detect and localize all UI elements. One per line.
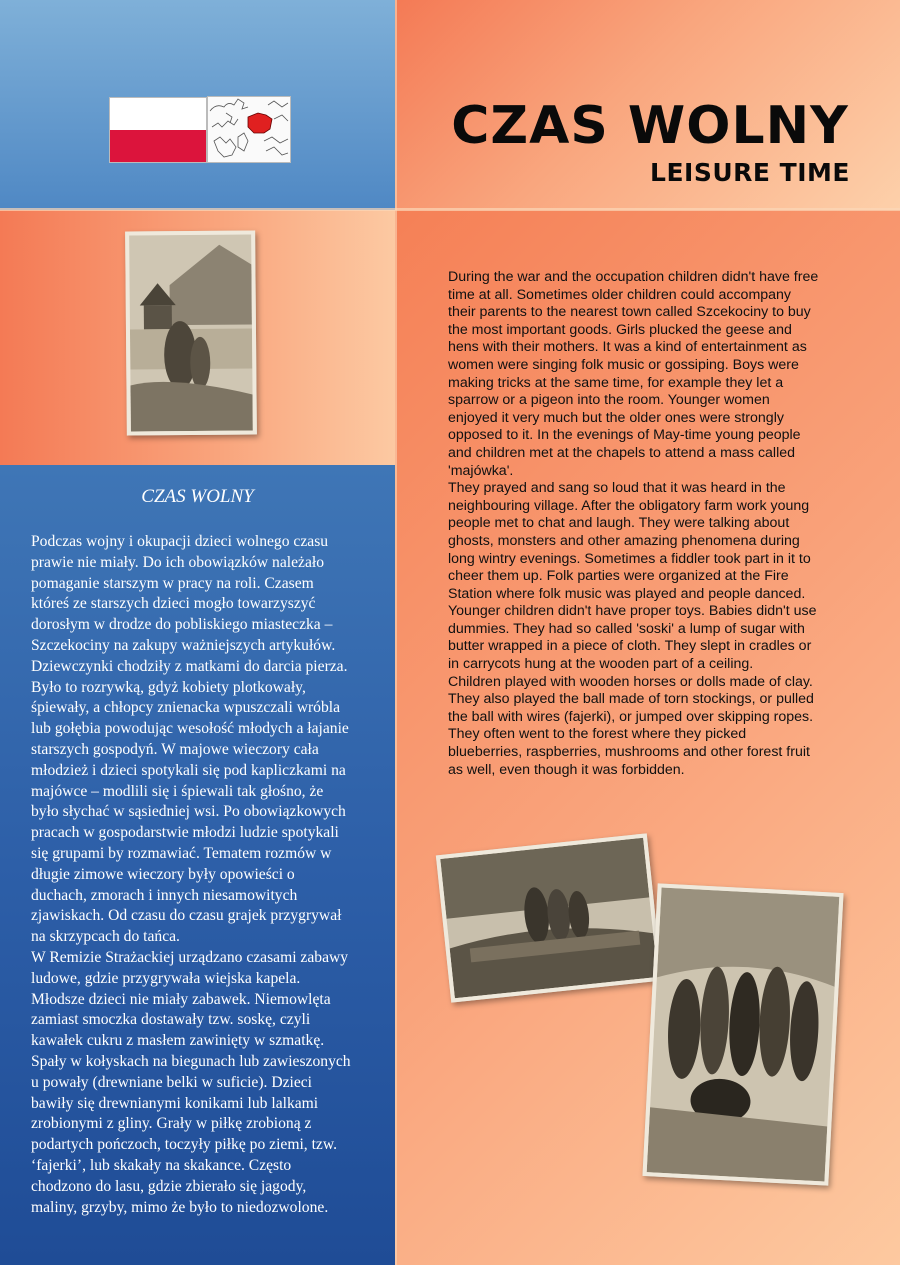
english-section-body: During the war and the occupation children didn't have free time at all. Sometimes older children could accompany their parents to the nearest town called Szcekociny to buy the most important goods. Girls plucked the geese and hens with their mothers. It was a kind of entertainment as women were singing folk music or gossiping. Boys were making tricks at the same time, for example they let a sparrow or a pigeon into the room. Younger women enjoyed it very much but the older ones were strongly opposed to it. In the evenings of May-time young people and children met at the chapels to attend a mass called 'majówka'. They prayed and sang so loud that it was heard in the neighbouring village. After the obligatory farm work young people met to chat and laugh. They were talking about ghosts, monsters and other amazing phenomena during long wintry evenings. Sometimes a fiddler took part in it to cheer them up. Folk parties were organized at the Fire Station where folk music was played and people danced. Younger children didn't have proper toys. Babies didn't use dummies. They had so called 'soski' a lump of sugar with butter wrapped in a piece of cloth. They slept in cradles or in carrycots hung at the wooden part of a ceiling. Children played with wooden horses or dolls made of clay. They also played the ball made of torn stockings, or pulled the ball with wires (fajerki), or jumped over skipping ropes. They often went to the forest where they picked blueberries, raspberries, mushrooms and other forest fruit as well, even though it was forbidden.	[448, 269, 819, 778]
europe-map-drawing	[208, 97, 290, 162]
photo-mountain-chalet-drawing	[129, 234, 253, 431]
page-title: CZAS WOLNY	[451, 96, 849, 156]
vertical-divider	[395, 0, 397, 1265]
polish-section-body: Podczas wojny i okupacji dzieci wolnego czasu prawie nie miały. Do ich obowiązków należało pomaganie starszym w pracy na roli. Czasem któreś ze starszych dzieci mogło towarzyszyć dorosłym w drodze do pobliskiego miasteczka – Szczekociny na zakupy ważniejszych artykułów. Dziewczynki chodziły z matkami do darcia pierza. Było to rozrywką, gdyż kobiety plotkowały, śpiewały, a chłopcy znienacka wpuszczali wróbla lub gołębia powodując wesołość młodych a łajanie starszych gospodyń. W majowe wieczory cała młodzież i dzieci spotykali się pod kapliczkami na majówce – modlili się i śpiewali tak głośno, że było słychać w sąsiedniej wsi. Po obowiązkowych pracach w gospodarstwie młodzi ludzie spotykali się grupami by rozmawiać. Tematem rozmów w długie zimowe wieczory były opowieści o duchach, zmorach i innych niesamowitych zjawiskach. Od czasu do czasu grajek przygrywał na skrzypcach do tańca. W Remizie Strażackiej urządzano czasami zabawy ludowe, gdzie przygrywała wiejska kapela. Młodsze dzieci nie miały zabawek. Niemowlęta zamiast smoczka dostawały tzw. soskę, czyli kawałek cukru z masłem zawinięty w szmatkę. Spały w kołyskach na biegunach lub zawieszonych u powały (drewniane belki w suficie). Dzieci bawiły się drewnianymi konikami lub lalkami zrobionymi z gliny. Grały w piłkę zrobioną z podartych pończoch, toczyły piłkę po ziemi, tzw. ‘fajerki’, lub skakały na skakance. Często chodzono do lasu, gdzie zbierało się jagody, maliny, grzyby, mimo że było to niedozwolone.	[31, 533, 351, 1216]
polish-section-heading: CZAS WOLNY	[141, 486, 254, 507]
page-subtitle: LEISURE TIME	[650, 158, 850, 187]
photo-mountain-chalet	[125, 230, 257, 435]
photo-children-on-log	[436, 833, 662, 1002]
europe-map-icon	[207, 96, 291, 163]
horizontal-divider	[0, 208, 900, 211]
photo-group-portrait	[642, 883, 843, 1185]
photo-group-portrait-drawing	[647, 888, 840, 1182]
photo-children-on-log-drawing	[440, 838, 658, 999]
flag-white-stripe	[110, 98, 206, 130]
flag-red-stripe	[110, 130, 206, 162]
poland-flag-icon	[109, 97, 207, 163]
